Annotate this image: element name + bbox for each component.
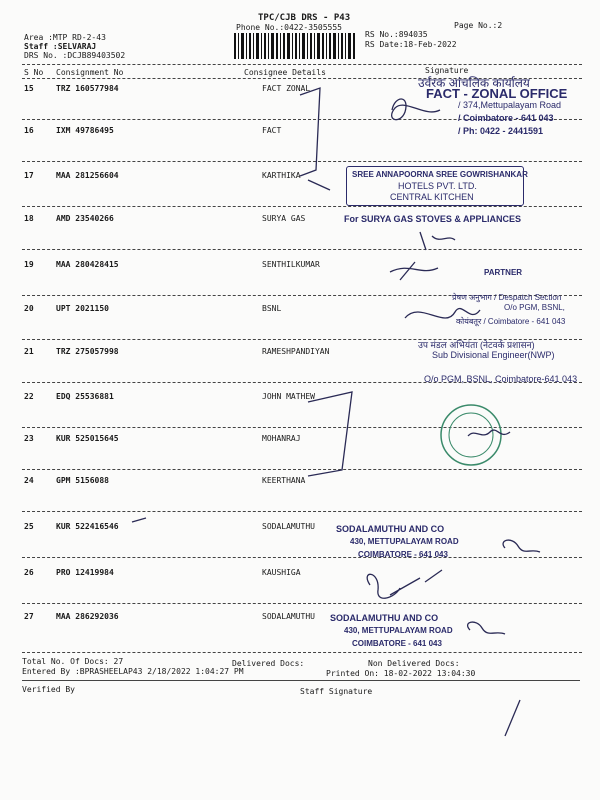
signature-mark-row22 <box>308 392 352 476</box>
staff-signature-label: Staff Signature <box>300 687 373 696</box>
row-sno: 22 <box>24 392 34 401</box>
row-consignee: KEERTHANA <box>262 476 306 485</box>
area-code: Area :MTP RD-2-43 <box>24 33 106 42</box>
row-consignee: FACT <box>262 126 282 135</box>
signature-mohanraj <box>468 430 510 436</box>
entered-by: Entered By :BPRASHEELAP43 2/18/2022 1:04:27 PM <box>22 667 244 676</box>
footer-underline <box>22 680 580 681</box>
row-consignment-no: IXM 49786495 <box>56 126 114 135</box>
row-sno: 23 <box>24 434 34 443</box>
row-consignee: SODALAMUTHU <box>262 522 315 531</box>
row-sno: 26 <box>24 568 34 577</box>
surya-stamp: For SURYA GAS STOVES & APPLIANCES <box>344 214 522 224</box>
row-consignment-no: MAA 281256604 <box>56 171 119 180</box>
row-consignment-no: MAA 286292036 <box>56 612 119 621</box>
row-sno: 27 <box>24 612 34 621</box>
row-sno: 15 <box>24 84 34 93</box>
delivered-docs: Delivered Docs: <box>232 659 305 668</box>
fact-stamp-address: / 374,Mettupalayam Road <box>458 100 562 110</box>
signature-kaushiga-date <box>390 570 442 595</box>
partner-stamp: PARTNER <box>484 268 523 277</box>
signature-sodalamuthu-2 <box>468 622 505 634</box>
row-consignee: FACT ZONAL <box>262 84 311 93</box>
hotel-stamp-line1: SREE ANNAPOORNA SREE GOWRISHANKAR <box>352 170 528 179</box>
row-consignee: SURYA GAS <box>262 214 306 223</box>
row-sno: 25 <box>24 522 34 531</box>
rs-date: RS Date:18-Feb-2022 <box>365 40 457 49</box>
pen-mark-row25 <box>132 518 146 522</box>
row-consignment-no: KUR 522416546 <box>56 522 119 531</box>
row-consignee: SENTHILKUMAR <box>262 260 320 269</box>
column-signature: Signature <box>425 66 469 75</box>
row-consignee: MOHANRAJ <box>262 434 301 443</box>
printed-on: Printed On: 18-02-2022 13:04:30 <box>326 669 476 678</box>
row-sno: 18 <box>24 214 34 223</box>
row-sno: 16 <box>24 126 34 135</box>
column-consignee: Consignee Details <box>244 68 326 77</box>
fact-stamp-title: FACT - ZONAL OFFICE <box>426 86 568 101</box>
row-sno: 21 <box>24 347 34 356</box>
total-docs: Total No. Of Docs: 27 <box>22 657 124 666</box>
row-consignment-no: EDQ 25536881 <box>56 392 114 401</box>
row-sno: 17 <box>24 171 34 180</box>
row-consignment-no: TRZ 275057998 <box>56 347 119 356</box>
drs-number: DRS No. :DCJB89403502 <box>24 51 126 60</box>
signature-fact-zonal <box>392 99 440 120</box>
signature-sodalamuthu-1 <box>503 540 540 552</box>
column-consignment: Consignment No <box>56 68 124 77</box>
fact-stamp-city: / Coimbatore - 641 043 <box>458 113 554 123</box>
hotel-stamp-line3: CENTRAL KITCHEN <box>390 192 474 202</box>
staff-name: Staff :SELVARAJ <box>24 42 97 51</box>
bsnl-stamp-line3: कोयंबतूर / Coimbatore - 641 043 <box>456 317 566 326</box>
fact-stamp-phone: / Ph: 0422 - 2441591 <box>458 126 544 136</box>
sodalamuthu-stamp-1-line2: 430, METTUPALAYAM ROAD <box>350 537 459 546</box>
row-consignment-no: AMD 23540266 <box>56 214 114 223</box>
row-consignee: RAMESHPANDIYAN <box>262 347 330 356</box>
bsnl-stamp-line5: Sub Divisional Engineer(NWP) <box>432 350 555 360</box>
non-delivered-docs: Non Delivered Docs: <box>368 659 460 668</box>
bsnl-stamp-line6: O/o PGM, BSNL, Coimbatore-641 043 <box>424 374 578 384</box>
row-consignee: SODALAMUTHU <box>262 612 315 621</box>
verified-by: Verified By <box>22 685 75 694</box>
row-consignment-no: PRO 12419984 <box>56 568 114 577</box>
row-consignment-no: TRZ 160577984 <box>56 84 119 93</box>
sodalamuthu-stamp-2-line2: 430, METTUPALAYAM ROAD <box>344 626 453 635</box>
hotel-stamp-line2: HOTELS PVT. LTD. <box>398 181 477 191</box>
row-sno: 19 <box>24 260 34 269</box>
bsnl-stamp-line2: O/o PGM, BSNL, <box>504 303 565 312</box>
row-consignment-no: KUR 525015645 <box>56 434 119 443</box>
row-consignee: KARTHIKA <box>262 171 301 180</box>
signature-surya <box>420 232 455 250</box>
bsnl-stamp-line1: प्रेषण अनुभाग / Despatch Section <box>452 293 562 302</box>
row-sno: 24 <box>24 476 34 485</box>
rs-number: RS No.:894035 <box>365 30 428 39</box>
signature-mark-row17 <box>308 180 330 190</box>
document-title: TPC/CJB DRS - P43 <box>258 13 351 23</box>
row-consignment-no: UPT 2021150 <box>56 304 109 313</box>
sodalamuthu-stamp-2-line3: COIMBATORE - 641 043 <box>352 639 442 648</box>
row-consignee: BSNL <box>262 304 282 313</box>
row-consignee: JOHN MATHEW <box>262 392 315 401</box>
bsnl-stamp-line4: उप मंडल अभियंता (नेटवर्क प्रशासन) <box>418 340 535 350</box>
signature-kaushiga <box>367 574 400 598</box>
signature-staff <box>505 700 520 736</box>
sodalamuthu-stamp-2-line1: SODALAMUTHU AND CO <box>330 613 439 623</box>
fact-stamp-hindi: उर्वरक आंचलिक कार्यालय <box>418 76 530 90</box>
signature-mark-row15 <box>300 88 320 176</box>
sodalamuthu-stamp-1-line3: COIMBATORE - 641 043 <box>358 550 448 559</box>
phone-number: Phone No.:0422-3505555 <box>236 23 342 32</box>
footer-rule <box>22 652 582 653</box>
row-consignment-no: MAA 280428415 <box>56 260 119 269</box>
page-number: Page No.:2 <box>454 21 503 30</box>
sodalamuthu-stamp-1-line1: SODALAMUTHU AND CO <box>336 524 445 534</box>
row-consignment-no: GPM 5156088 <box>56 476 109 485</box>
column-sno: S No <box>24 68 44 77</box>
signature-senthilkumar <box>390 262 438 280</box>
signature-bsnl <box>405 309 480 318</box>
row-sno: 20 <box>24 304 34 313</box>
row-consignee: KAUSHIGA <box>262 568 301 577</box>
